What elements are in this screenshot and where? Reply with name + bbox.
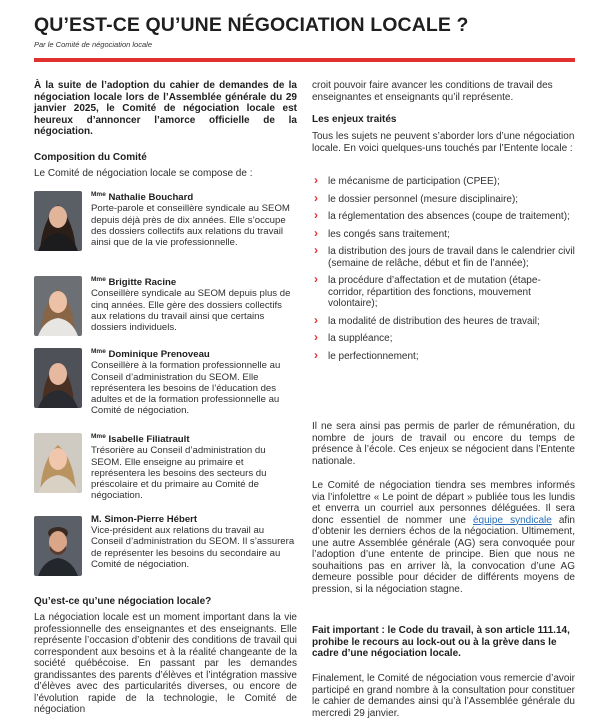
member-photo: [34, 348, 82, 408]
list-item: › la procédure d’affectation et de mutation (étape-corridor, répartition des fonctions, mouvement volontaire);: [314, 272, 541, 309]
issues-list: [312, 173, 575, 362]
what-paragraph: La négociation locale est un moment important dans la vie professionnelle des enseignantes et des enseignants. Elle représente l’occasion d’obtenir des conditions de travail qui correspondent aux besoins et à la réalité changeante de la société québécoise. En passant par les demandes grandissantes des parents d’élèves et l’intégration massive d’élèves avec des particularités diverses, ou encore de l’évolution rapide de la technologie, le Comité de négociation: [34, 612, 297, 715]
chevron-right-icon: ›: [314, 272, 318, 286]
list-item: › la distribution des jours de travail dans le calendrier civil (semaine de relâche, début et fin de l’année);: [314, 243, 575, 269]
composition-text: Le Comité de négociation locale se compose de :: [34, 168, 253, 179]
member-name: $^{Mme}$ Brigitte Racine: [91, 276, 177, 289]
issues-intro: Tous les sujets ne peuvent s’aborder lors d’une négociation locale. En voici quelques-uns touchés par l’Entente locale :: [312, 131, 575, 154]
member-photo: [34, 433, 82, 493]
byline: Par le Comité de négociation locale: [34, 40, 152, 49]
member-card: [34, 431, 297, 507]
member-description: Trésorière au Conseil d’administration du SEOM. Elle enseigne au primaire et représentera les besoins des secteurs du préscolaire et du primaire au Comité de négociation.: [91, 445, 267, 502]
equipe-syndicale-link[interactable]: équipe syndicale: [473, 514, 552, 526]
list-item: › la modalité de distribution des heures de travail;: [314, 312, 540, 327]
list-item: › le mécanisme de participation (CPEE);: [314, 173, 500, 187]
chevron-right-icon: ›: [314, 225, 318, 240]
list-item: › la suppléance;: [314, 330, 393, 344]
member-description: Vice-président aux relations du travail au Conseil d’administration du SEOM. Il s’assurera de représenter les besoins du secondaire au Comité de négociation.: [91, 525, 295, 570]
member-description: Conseillère syndicale au SEOM depuis plus de cinq années. Elle gère des dossiers collectifs aux relations du travail ainsi que certains dossiers individuels.: [91, 288, 291, 333]
continuation-paragraph: croit pouvoir faire avancer les conditions de travail des enseignantes et enseignants qu’il représente.: [312, 80, 553, 103]
what-heading: Qu’est-ce qu’une négociation locale?: [34, 596, 212, 607]
member-description: Conseillère à la formation professionnelle au Conseil d’administration du SEOM. Elle représentera les besoins de l’éducation des adultes et de la formation professionnelle au Comité de négociation.: [91, 360, 281, 417]
chevron-right-icon: ›: [314, 312, 318, 327]
chevron-right-icon: ›: [314, 173, 318, 187]
list-item: › la réglementation des absences (coupe de traitement);: [314, 208, 570, 222]
member-photo: [34, 276, 82, 336]
chevron-right-icon: ›: [314, 347, 318, 362]
communication-paragraph: Le Comité de négociation tiendra ses membres informés via l’infolettre « Le point de départ » publiée tous les lundis et enverra un courriel aux personnes déléguées. Il sera donc essentiel de nommer une équipe syndicale afin d’obtenir les derniers échos de la négociation. Ultimement, une autre Assemblée générale (AG) sera convoquée pour l’adoption d’une entente de principe. Bien que nous ne souhaitions pas en arriver là, la convocation d’une AG demeure possible pour décider de différents moyens de pression, si la négociation stagne.: [312, 480, 575, 595]
chevron-right-icon: ›: [314, 190, 318, 205]
member-name: $^{Mme}$ Isabelle Filiatrault: [91, 433, 190, 446]
member-card: [34, 514, 297, 590]
member-card: [34, 274, 297, 350]
member-photo: [34, 516, 82, 576]
member-name: $^{Mme}$ Nathalie Bouchard: [91, 191, 194, 204]
composition-heading: Composition du Comité: [34, 152, 147, 163]
title-divider: [34, 58, 575, 62]
issues-heading: Les enjeux traités: [312, 114, 397, 125]
member-card: [34, 189, 297, 265]
important-note: Fait important : le Code du travail, à son article 111.14, prohibe le recours au lock-out ou à la grève dans le cadre d’une négociation locale.: [312, 625, 570, 659]
member-name: M. Simon-Pierre Hébert: [91, 514, 198, 525]
list-item: › le dossier personnel (mesure disciplinaire);: [314, 190, 519, 205]
member-name: $^{Mme}$ Dominique Prenoveau: [91, 348, 210, 361]
member-card: [34, 346, 297, 422]
list-item: › le perfectionnement;: [314, 347, 419, 362]
chevron-right-icon: ›: [314, 243, 318, 257]
chevron-right-icon: ›: [314, 208, 318, 222]
chevron-right-icon: ›: [314, 330, 318, 344]
member-description: Porte-parole et conseillère syndicale au SEOM depuis déjà près de dix années. Elle s’occupe des dossiers collectifs aux relations du travail ainsi que de la vie professionnelle.: [91, 203, 290, 248]
closing-paragraph: Finalement, le Comité de négociation vous remercie d’avoir participé en grand nombre à la consultation pour constituer le cahier de demandes ainsi qu’à l’Assemblée générale du mercredi 29 janvier.: [312, 673, 575, 719]
page-title: QU’EST-CE QU’UNE NÉGOCIATION LOCALE ?: [34, 14, 469, 36]
not-allowed-paragraph: Il ne sera ainsi pas permis de parler de rémunération, du nombre de jours de travail ou encore du temps de présence à l’école. Ces enjeux se négocient dans l’Entente nationale.: [312, 421, 575, 467]
list-item: › les congés sans traitement;: [314, 225, 450, 240]
intro-paragraph: À la suite de l’adoption du cahier de demandes de la négociation locale lors de l’Assemblée générale du 29 janvier 2025, le Comité de négociation locale est heureux d’annoncer l’amorce officielle de la négociation.: [34, 80, 297, 137]
member-photo: [34, 191, 82, 251]
